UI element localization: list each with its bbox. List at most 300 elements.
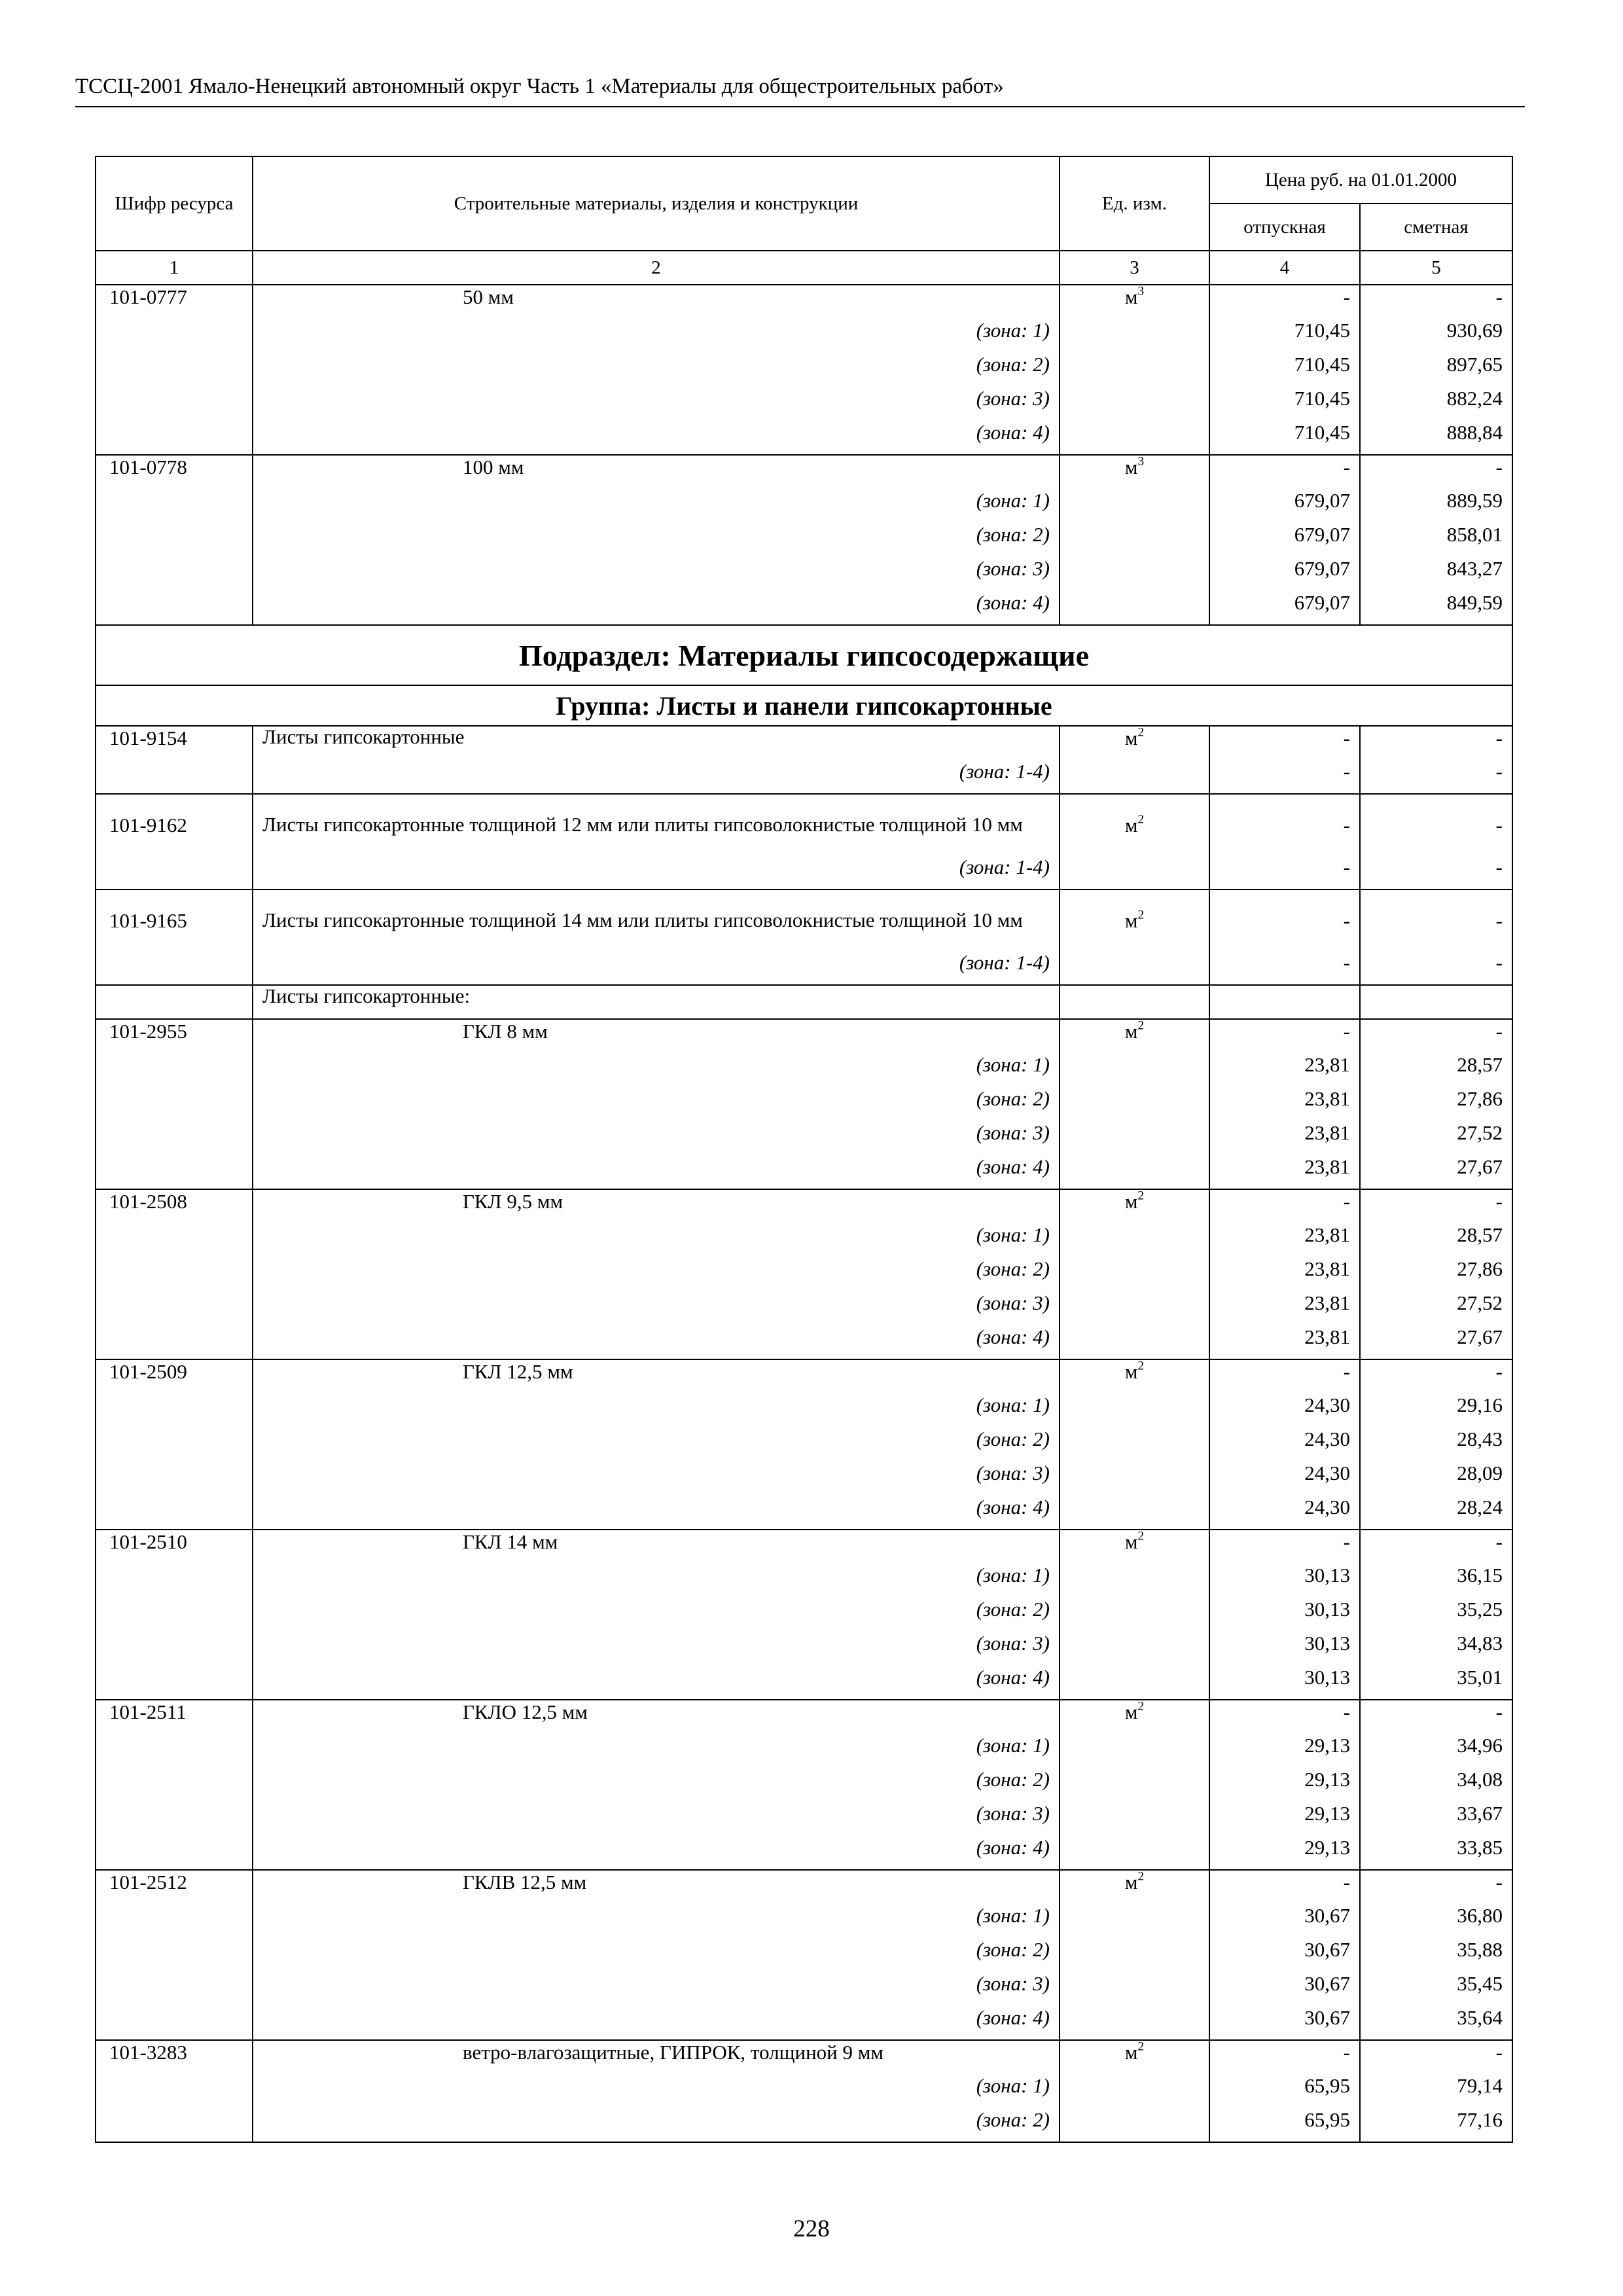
- zone-label: (зона: 2): [253, 1427, 1060, 1462]
- price-estimate: 36,15: [1360, 1564, 1512, 1598]
- price-estimate: -: [1360, 1530, 1512, 1564]
- subsection-heading-row: [96, 625, 1512, 685]
- price-release-empty: [1209, 985, 1360, 1019]
- material-name: ГКЛ 14 мм: [253, 1530, 1060, 1564]
- item-row: [96, 2040, 1512, 2074]
- material-name: 50 мм: [253, 285, 1060, 319]
- group-heading: Группа: Листы и панели гипсокартонные: [96, 685, 1512, 726]
- price-release: 30,13: [1209, 1632, 1360, 1666]
- price-estimate: 888,84: [1360, 421, 1512, 455]
- resource-code-empty: [96, 1393, 253, 1427]
- price-estimate: 79,14: [1360, 2074, 1512, 2108]
- unit-empty: [1060, 1257, 1209, 1291]
- zone-row: [96, 855, 1512, 889]
- resource-code-empty: [96, 1121, 253, 1155]
- col-number: 2: [253, 251, 1060, 285]
- zone-row: [96, 1632, 1512, 1666]
- unit-empty: [1060, 1734, 1209, 1768]
- unit-text: м: [1124, 1871, 1138, 1893]
- zone-row: [96, 1427, 1512, 1462]
- unit-cell: [1060, 285, 1209, 319]
- price-estimate: 28,43: [1360, 1427, 1512, 1462]
- price-release: 23,81: [1209, 1121, 1360, 1155]
- unit-text: м: [1124, 908, 1138, 932]
- unit-text: м: [1124, 1190, 1138, 1213]
- zone-row: [96, 760, 1512, 794]
- unit-empty: [1060, 1938, 1209, 1972]
- price-release: 679,07: [1209, 557, 1360, 591]
- price-estimate: 849,59: [1360, 591, 1512, 625]
- price-estimate: -: [1360, 889, 1512, 951]
- unit-empty: [1060, 1291, 1209, 1325]
- resource-code-empty: [96, 353, 253, 387]
- zone-label: (зона: 4): [253, 591, 1060, 625]
- price-table: [95, 156, 1513, 2143]
- price-estimate: 29,16: [1360, 1393, 1512, 1427]
- price-estimate: 33,67: [1360, 1802, 1512, 1836]
- group-label: Листы гипсокартонные:: [253, 985, 1060, 1019]
- unit-text: м: [1124, 1530, 1138, 1553]
- unit-exponent: 2: [1137, 1529, 1145, 1543]
- unit-empty: [1060, 1836, 1209, 1870]
- price-release: 65,95: [1209, 2074, 1360, 2108]
- unit-cell: [1060, 455, 1209, 489]
- unit-empty: [1060, 421, 1209, 455]
- subsection-heading: Подраздел: Материалы гипсосодержащие: [96, 625, 1512, 685]
- resource-code: 101-2510: [96, 1530, 253, 1564]
- material-name: Листы гипсокартонные толщиной 12 мм или плиты гипсоволокнистые толщиной 10 мм: [253, 794, 1060, 855]
- zone-row: [96, 1496, 1512, 1530]
- price-estimate: 27,67: [1360, 1155, 1512, 1189]
- zone-row: [96, 1155, 1512, 1189]
- price-estimate: -: [1360, 2040, 1512, 2074]
- resource-code: 101-2508: [96, 1189, 253, 1223]
- unit-exponent: 2: [1137, 1699, 1145, 1713]
- resource-code: 101-0778: [96, 455, 253, 489]
- zone-label: (зона: 1): [253, 1223, 1060, 1257]
- price-release: 24,30: [1209, 1393, 1360, 1427]
- item-row: [96, 1870, 1512, 1904]
- unit-empty: [1060, 1802, 1209, 1836]
- zone-row: [96, 1053, 1512, 1087]
- zone-label: (зона: 3): [253, 1802, 1060, 1836]
- price-estimate: 34,96: [1360, 1734, 1512, 1768]
- zone-label: (зона: 1-4): [253, 760, 1060, 794]
- price-release: -: [1209, 1189, 1360, 1223]
- zone-label: (зона: 2): [253, 1257, 1060, 1291]
- unit-empty: [1060, 523, 1209, 557]
- item-row: [96, 889, 1512, 951]
- unit-exponent: 2: [1137, 1359, 1145, 1373]
- unit-empty: [1060, 985, 1209, 1019]
- zone-label: (зона: 2): [253, 1087, 1060, 1121]
- label-row: [96, 985, 1512, 1019]
- zone-label: (зона: 3): [253, 1462, 1060, 1496]
- unit-cell: [1060, 1870, 1209, 1904]
- unit-empty: [1060, 1972, 1209, 2006]
- price-release: 24,30: [1209, 1427, 1360, 1462]
- price-estimate: 28,09: [1360, 1462, 1512, 1496]
- price-estimate: 28,57: [1360, 1223, 1512, 1257]
- zone-row: [96, 1972, 1512, 2006]
- unit-empty: [1060, 1223, 1209, 1257]
- unit-cell: [1060, 889, 1209, 951]
- material-name: ветро-влагозащитные, ГИПРОК, толщиной 9 мм: [253, 2040, 1060, 2074]
- unit-cell: [1060, 726, 1209, 760]
- material-name: ГКЛ 12,5 мм: [253, 1359, 1060, 1393]
- price-estimate: 882,24: [1360, 387, 1512, 421]
- zone-label: (зона: 1): [253, 2074, 1060, 2108]
- price-release: -: [1209, 951, 1360, 985]
- unit-exponent: 2: [1137, 1018, 1145, 1033]
- zone-label: (зона: 2): [253, 1598, 1060, 1632]
- price-estimate: 28,24: [1360, 1496, 1512, 1530]
- unit-text: м: [1124, 1020, 1138, 1043]
- unit-text: м: [1124, 456, 1138, 478]
- price-release: -: [1209, 855, 1360, 889]
- resource-code-empty: [96, 1972, 253, 2006]
- price-release: 30,13: [1209, 1666, 1360, 1700]
- price-release: 23,81: [1209, 1325, 1360, 1359]
- unit-empty: [1060, 591, 1209, 625]
- price-release: -: [1209, 1700, 1360, 1734]
- zone-row: [96, 387, 1512, 421]
- col-unit-header: Ед. изм.: [1060, 156, 1209, 251]
- unit-empty: [1060, 1496, 1209, 1530]
- price-release: 24,30: [1209, 1462, 1360, 1496]
- item-row: [96, 1359, 1512, 1393]
- price-release: 29,13: [1209, 1836, 1360, 1870]
- zone-label: (зона: 1-4): [253, 951, 1060, 985]
- unit-exponent: 2: [1137, 812, 1145, 827]
- resource-code-empty: [96, 855, 253, 889]
- unit-empty: [1060, 1053, 1209, 1087]
- zone-row: [96, 1393, 1512, 1427]
- price-release: -: [1209, 285, 1360, 319]
- material-name: ГКЛ 9,5 мм: [253, 1189, 1060, 1223]
- price-estimate: 35,01: [1360, 1666, 1512, 1700]
- price-release: 23,81: [1209, 1155, 1360, 1189]
- price-release: 679,07: [1209, 489, 1360, 523]
- unit-cell: [1060, 2040, 1209, 2074]
- unit-empty: [1060, 1393, 1209, 1427]
- price-release: 23,81: [1209, 1291, 1360, 1325]
- price-estimate: 35,64: [1360, 2006, 1512, 2040]
- price-estimate-empty: [1360, 985, 1512, 1019]
- resource-code-empty: [96, 1802, 253, 1836]
- item-row: [96, 1700, 1512, 1734]
- price-estimate: -: [1360, 855, 1512, 889]
- zone-row: [96, 353, 1512, 387]
- zone-row: [96, 421, 1512, 455]
- price-estimate: 27,52: [1360, 1121, 1512, 1155]
- material-name: Листы гипсокартонные толщиной 14 мм или плиты гипсоволокнистые толщиной 10 мм: [253, 889, 1060, 951]
- price-estimate: 897,65: [1360, 353, 1512, 387]
- resource-code: 101-9165: [96, 889, 253, 951]
- zone-label: (зона: 2): [253, 523, 1060, 557]
- unit-exponent: 2: [1137, 1869, 1145, 1884]
- price-release: 30,67: [1209, 1904, 1360, 1938]
- price-release: 23,81: [1209, 1087, 1360, 1121]
- unit-empty: [1060, 1768, 1209, 1802]
- unit-text: м: [1124, 726, 1138, 749]
- zone-label: (зона: 4): [253, 1155, 1060, 1189]
- price-estimate: 77,16: [1360, 2108, 1512, 2142]
- zone-label: (зона: 4): [253, 1325, 1060, 1359]
- material-name: 100 мм: [253, 455, 1060, 489]
- price-release: 710,45: [1209, 353, 1360, 387]
- zone-label: (зона: 2): [253, 1938, 1060, 1972]
- unit-empty: [1060, 760, 1209, 794]
- zone-row: [96, 319, 1512, 353]
- unit-empty: [1060, 1666, 1209, 1700]
- resource-code-empty: [96, 1564, 253, 1598]
- price-release: 679,07: [1209, 523, 1360, 557]
- price-estimate: 33,85: [1360, 1836, 1512, 1870]
- resource-code-empty: [96, 1904, 253, 1938]
- zone-row: [96, 1087, 1512, 1121]
- resource-code-empty: [96, 1053, 253, 1087]
- zone-label: (зона: 3): [253, 1291, 1060, 1325]
- resource-code: 101-2509: [96, 1359, 253, 1393]
- unit-empty: [1060, 1427, 1209, 1462]
- price-release: -: [1209, 2040, 1360, 2074]
- resource-code: 101-2955: [96, 1019, 253, 1053]
- zone-label: (зона: 1): [253, 1734, 1060, 1768]
- price-release: 710,45: [1209, 387, 1360, 421]
- column-number-row: [96, 251, 1512, 285]
- unit-text: м: [1124, 813, 1138, 836]
- zone-label: (зона: 3): [253, 1632, 1060, 1666]
- price-estimate: 27,86: [1360, 1087, 1512, 1121]
- zone-row: [96, 951, 1512, 985]
- col-number: 5: [1360, 251, 1512, 285]
- price-estimate: -: [1360, 951, 1512, 985]
- price-estimate: 843,27: [1360, 557, 1512, 591]
- resource-code-empty: [96, 1496, 253, 1530]
- zone-row: [96, 557, 1512, 591]
- col-code-header: Шифр ресурса: [96, 156, 253, 251]
- resource-code-empty: [96, 421, 253, 455]
- price-release: 29,13: [1209, 1734, 1360, 1768]
- price-estimate: 27,67: [1360, 1325, 1512, 1359]
- price-estimate: 36,80: [1360, 1904, 1512, 1938]
- unit-cell: [1060, 1359, 1209, 1393]
- resource-code: 101-9154: [96, 726, 253, 760]
- price-release: -: [1209, 889, 1360, 951]
- unit-empty: [1060, 387, 1209, 421]
- resource-code-empty: [96, 2108, 253, 2142]
- resource-code-empty: [96, 1325, 253, 1359]
- zone-label: (зона: 2): [253, 353, 1060, 387]
- unit-exponent: 3: [1137, 284, 1145, 298]
- resource-code: 101-2512: [96, 1870, 253, 1904]
- price-release: -: [1209, 1019, 1360, 1053]
- resource-code: 101-3283: [96, 2040, 253, 2074]
- item-row: [96, 285, 1512, 319]
- price-release: -: [1209, 726, 1360, 760]
- item-row: [96, 455, 1512, 489]
- price-release: 30,13: [1209, 1598, 1360, 1632]
- resource-code-empty: [96, 557, 253, 591]
- zone-label: (зона: 1): [253, 1564, 1060, 1598]
- resource-code-empty: [96, 1155, 253, 1189]
- price-release: -: [1209, 1530, 1360, 1564]
- item-row: [96, 1189, 1512, 1223]
- unit-empty: [1060, 1121, 1209, 1155]
- price-estimate: 34,08: [1360, 1768, 1512, 1802]
- item-row: [96, 726, 1512, 760]
- col-number: 3: [1060, 251, 1209, 285]
- zone-label: (зона: 1): [253, 1393, 1060, 1427]
- table-body: [96, 285, 1512, 2142]
- zone-row: [96, 1734, 1512, 1768]
- zone-row: [96, 1836, 1512, 1870]
- zone-row: [96, 2108, 1512, 2142]
- resource-code-empty: [96, 1223, 253, 1257]
- resource-code-empty: [96, 1598, 253, 1632]
- unit-empty: [1060, 1155, 1209, 1189]
- resource-code: 101-9162: [96, 794, 253, 855]
- zone-row: [96, 489, 1512, 523]
- col-price-group-header: Цена руб. на 01.01.2000: [1209, 156, 1512, 204]
- price-estimate: -: [1360, 726, 1512, 760]
- zone-row: [96, 1462, 1512, 1496]
- price-estimate: 35,25: [1360, 1598, 1512, 1632]
- price-release: 23,81: [1209, 1223, 1360, 1257]
- material-name: ГКЛВ 12,5 мм: [253, 1870, 1060, 1904]
- price-release: 29,13: [1209, 1802, 1360, 1836]
- resource-code-empty: [96, 951, 253, 985]
- zone-row: [96, 2006, 1512, 2040]
- resource-code-empty: [96, 2074, 253, 2108]
- running-head: ТССЦ-2001 Ямало-Ненецкий автономный округ Часть 1 «Материалы для общестроительных работ»: [75, 75, 1004, 98]
- zone-row: [96, 523, 1512, 557]
- item-row: [96, 794, 1512, 855]
- price-release: 710,45: [1209, 421, 1360, 455]
- item-row: [96, 1530, 1512, 1564]
- price-estimate: -: [1360, 1189, 1512, 1223]
- zone-row: [96, 1768, 1512, 1802]
- price-estimate: 930,69: [1360, 319, 1512, 353]
- price-estimate: -: [1360, 1870, 1512, 1904]
- zone-row: [96, 1325, 1512, 1359]
- zone-label: (зона: 3): [253, 1121, 1060, 1155]
- unit-empty: [1060, 1904, 1209, 1938]
- price-release: -: [1209, 1870, 1360, 1904]
- unit-empty: [1060, 557, 1209, 591]
- zone-label: (зона: 1-4): [253, 855, 1060, 889]
- group-heading-row: [96, 685, 1512, 726]
- price-estimate: -: [1360, 760, 1512, 794]
- price-release: 24,30: [1209, 1496, 1360, 1530]
- resource-code-empty: [96, 1462, 253, 1496]
- price-release: 30,67: [1209, 1972, 1360, 2006]
- resource-code-empty: [96, 387, 253, 421]
- price-estimate: 35,45: [1360, 1972, 1512, 2006]
- unit-cell: [1060, 1019, 1209, 1053]
- price-release: 710,45: [1209, 319, 1360, 353]
- zone-label: (зона: 4): [253, 421, 1060, 455]
- zone-label: (зона: 4): [253, 1496, 1060, 1530]
- resource-code-empty: [96, 985, 253, 1019]
- price-release: 23,81: [1209, 1053, 1360, 1087]
- price-release: 65,95: [1209, 2108, 1360, 2142]
- unit-empty: [1060, 1632, 1209, 1666]
- zone-row: [96, 1121, 1512, 1155]
- resource-code-empty: [96, 1734, 253, 1768]
- unit-exponent: 2: [1137, 2039, 1145, 2054]
- resource-code-empty: [96, 1257, 253, 1291]
- zone-row: [96, 1291, 1512, 1325]
- header-rule: [75, 106, 1525, 107]
- resource-code-empty: [96, 2006, 253, 2040]
- resource-code-empty: [96, 591, 253, 625]
- zone-label: (зона: 3): [253, 387, 1060, 421]
- unit-cell: [1060, 1700, 1209, 1734]
- zone-row: [96, 1938, 1512, 1972]
- zone-label: (зона: 1): [253, 489, 1060, 523]
- price-estimate: 28,57: [1360, 1053, 1512, 1087]
- col-name-header: Строительные материалы, изделия и конструкции: [253, 156, 1060, 251]
- resource-code-empty: [96, 1666, 253, 1700]
- unit-text: м: [1124, 285, 1138, 308]
- unit-text: м: [1124, 1700, 1138, 1723]
- resource-code-empty: [96, 1087, 253, 1121]
- table-header: [96, 156, 1512, 285]
- unit-empty: [1060, 1087, 1209, 1121]
- zone-row: [96, 2074, 1512, 2108]
- unit-empty: [1060, 1564, 1209, 1598]
- resource-code-empty: [96, 319, 253, 353]
- unit-cell: [1060, 1530, 1209, 1564]
- col-number: 4: [1209, 251, 1360, 285]
- unit-empty: [1060, 1462, 1209, 1496]
- col-price-release-header: отпускная: [1209, 204, 1360, 251]
- price-release: -: [1209, 1359, 1360, 1393]
- price-release: 29,13: [1209, 1768, 1360, 1802]
- unit-exponent: 2: [1137, 1189, 1145, 1203]
- unit-empty: [1060, 2074, 1209, 2108]
- unit-exponent: 2: [1137, 908, 1145, 922]
- price-estimate: 34,83: [1360, 1632, 1512, 1666]
- material-name: Листы гипсокартонные: [253, 726, 1060, 760]
- price-release: 30,67: [1209, 2006, 1360, 2040]
- unit-empty: [1060, 2006, 1209, 2040]
- unit-text: м: [1124, 1360, 1138, 1383]
- unit-empty: [1060, 2108, 1209, 2142]
- price-estimate: -: [1360, 1700, 1512, 1734]
- price-estimate: -: [1360, 794, 1512, 855]
- zone-label: (зона: 4): [253, 1666, 1060, 1700]
- unit-empty: [1060, 855, 1209, 889]
- price-release: 30,13: [1209, 1564, 1360, 1598]
- zone-label: (зона: 4): [253, 2006, 1060, 2040]
- zone-label: (зона: 1): [253, 319, 1060, 353]
- unit-cell: [1060, 1189, 1209, 1223]
- col-price-estimate-header: сметная: [1360, 204, 1512, 251]
- price-release: -: [1209, 455, 1360, 489]
- zone-label: (зона: 3): [253, 1972, 1060, 2006]
- zone-label: (зона: 4): [253, 1836, 1060, 1870]
- zone-row: [96, 1666, 1512, 1700]
- price-estimate: 27,86: [1360, 1257, 1512, 1291]
- zone-row: [96, 1223, 1512, 1257]
- resource-code-empty: [96, 1291, 253, 1325]
- zone-row: [96, 1802, 1512, 1836]
- item-row: [96, 1019, 1512, 1053]
- unit-exponent: 3: [1137, 454, 1145, 469]
